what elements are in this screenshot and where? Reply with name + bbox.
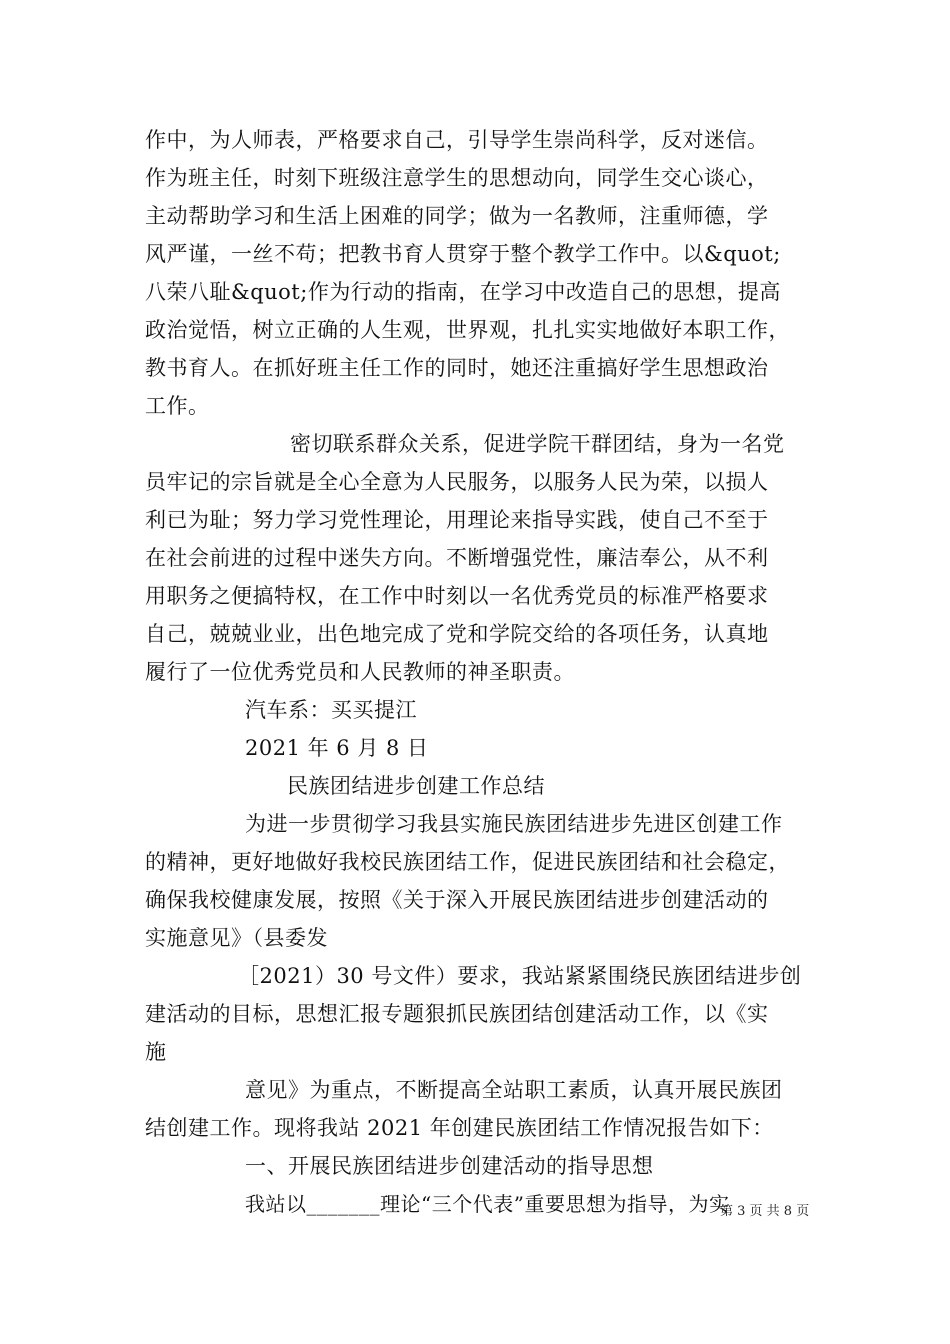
page-footer: 第 3 页 共 8 页 bbox=[720, 1204, 810, 1219]
section-title: 民族团结进步创建工作总结 bbox=[287, 774, 545, 798]
text-line: 利已为耻；努力学习党性理论，用理论来指导实践，使自己不至于 bbox=[145, 508, 769, 532]
text-line: 为进一步贯彻学习我县实施民族团结进步先进区创建工作 bbox=[245, 812, 783, 836]
text-line: 施 bbox=[145, 1040, 167, 1064]
text-line: 意见》为重点，不断提高全站职工素质，认真开展民族团 bbox=[245, 1078, 783, 1102]
text-line: 作为班主任，时刻下班级注意学生的思想动向，同学生交心谈心， bbox=[145, 166, 769, 190]
text-line: 用职务之便搞特权，在工作中时刻以一名优秀党员的标准严格要求 bbox=[145, 584, 769, 608]
text-line: ［2021）30 号文件）要求，我站紧紧围绕民族团结进步创 bbox=[238, 964, 802, 988]
text-line: 确保我校健康发展，按照《关于深入开展民族团结进步创建活动的 bbox=[145, 888, 769, 912]
text-line: 履行了一位优秀党员和人民教师的神圣职责。 bbox=[145, 660, 575, 684]
author-line: 汽车系：买买提江 bbox=[245, 698, 417, 722]
text-line: 结创建工作。现将我站 2021 年创建民族团结工作情况报告如下： bbox=[145, 1116, 774, 1140]
text-line: 自己，兢兢业业，出色地完成了党和学院交给的各项任务，认真地 bbox=[145, 622, 769, 646]
text-line: 的精神，更好地做好我校民族团结工作，促进民族团结和社会稳定， bbox=[145, 850, 790, 874]
text-line: 在社会前进的过程中迷失方向。不断增强党性，廉洁奉公，从不利 bbox=[145, 546, 769, 570]
text-line: 作中，为人师表，严格要求自己，引导学生崇尚科学，反对迷信。 bbox=[145, 128, 769, 152]
section-heading: 一、开展民族团结进步创建活动的指导思想 bbox=[245, 1154, 654, 1178]
text-line: 工作。 bbox=[145, 394, 210, 418]
text-line: 八荣八耻&quot;作为行动的指南，在学习中改造自己的思想，提高 bbox=[145, 280, 781, 304]
text-line: 我站以_______理论“三个代表”重要思想为指导，为实 bbox=[245, 1192, 730, 1216]
text-line: 建活动的目标，思想汇报专题狠抓民族团结创建活动工作，以《实 bbox=[145, 1002, 769, 1026]
text-line: 风严谨，一丝不苟；把教书育人贯穿于整个教学工作中。以&quot; bbox=[145, 242, 781, 266]
text-line: 实施意见》（县委发 bbox=[145, 926, 328, 950]
text-line: 教书育人。在抓好班主任工作的同时，她还注重搞好学生思想政治 bbox=[145, 356, 769, 380]
date-line: 2021 年 6 月 8 日 bbox=[245, 736, 429, 760]
text-line: 密切联系群众关系，促进学院干群团结，身为一名党 bbox=[290, 432, 785, 456]
text-line: 政治觉悟，树立正确的人生观，世界观，扎扎实实地做好本职工作， bbox=[145, 318, 790, 342]
text-line: 员牢记的宗旨就是全心全意为人民服务，以服务人民为荣，以损人 bbox=[145, 470, 769, 494]
text-line: 主动帮助学习和生活上困难的同学；做为一名教师，注重师德，学 bbox=[145, 204, 769, 228]
